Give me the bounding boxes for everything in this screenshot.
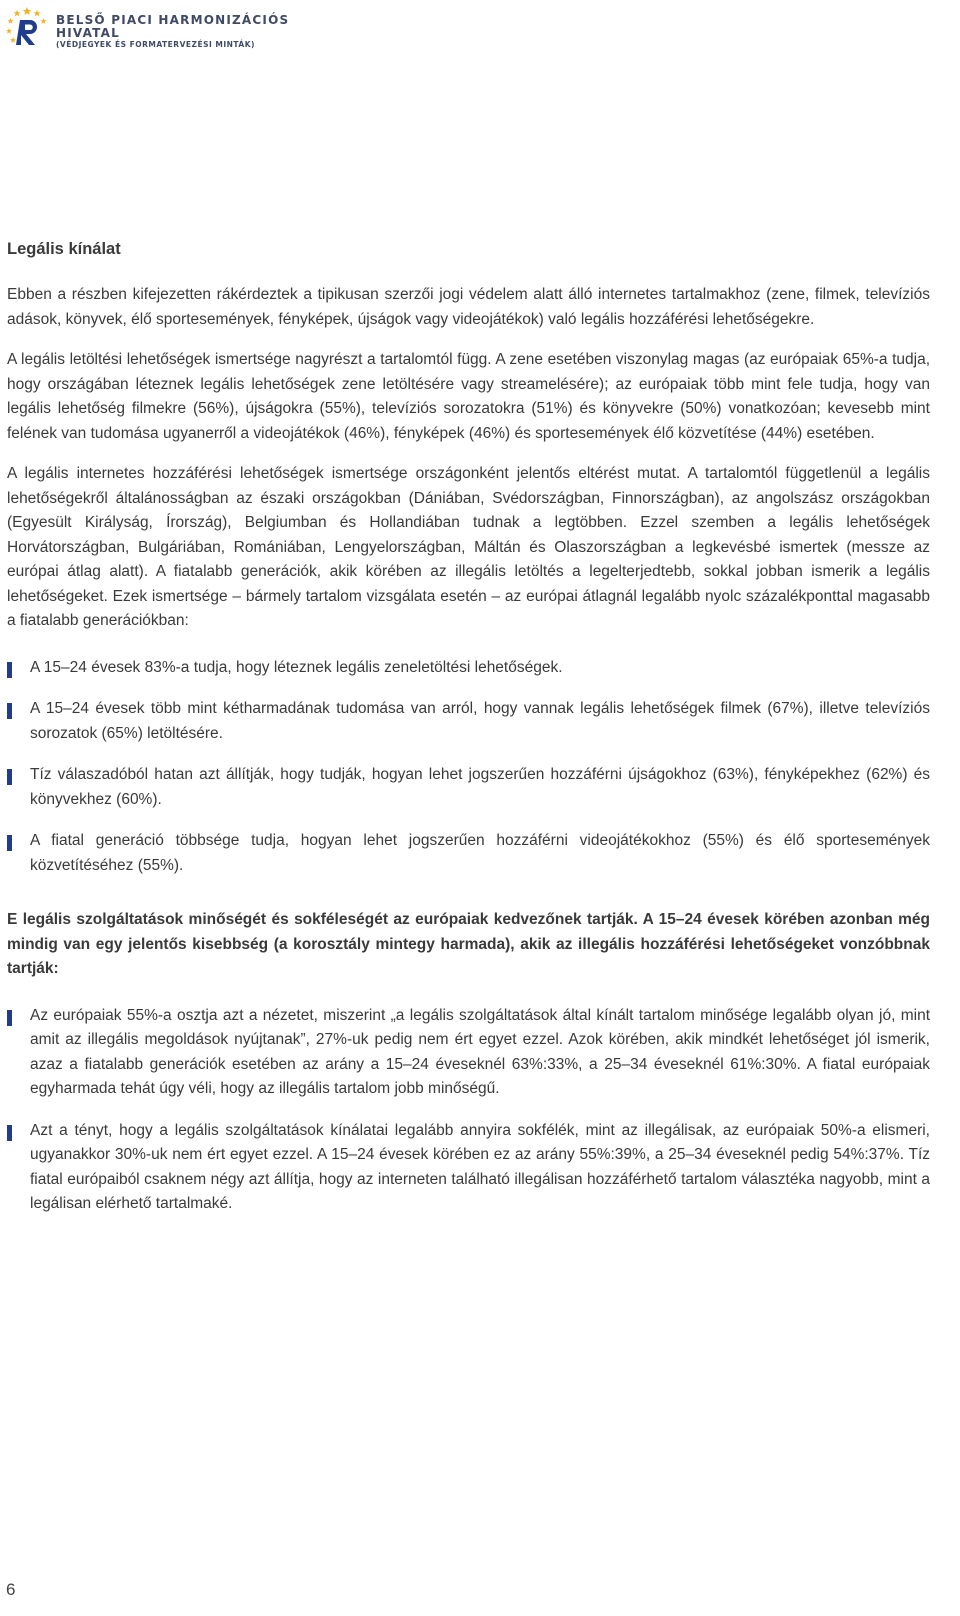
list-item	[7, 763, 930, 812]
list-item-text: Azt a tényt, hogy a legális szolgáltatások kínálatai legalább annyira sokfélék, mint az illegálisak, az európaiak 50%-a elismeri, ugyanakkor 30%-uk nem ért egyet ezzel. A 15–24 évesek körében ez az arány 55%:39%, a 25–34 éveseknél pedig 54%:37%. Tíz fiatal európaiból csaknem négy azt állítja, hogy az interneten található illegálisan hozzáférhető tartalom választéka nagyobb, mint a legálisan elérhető tartalmaké.	[30, 1121, 930, 1212]
bullet-marker	[7, 703, 12, 719]
eu-stars-r-logo-icon	[6, 6, 48, 48]
page-number: 6	[6, 1580, 16, 1599]
list-item	[7, 829, 930, 878]
document-body	[7, 240, 930, 1247]
list-item-text: A fiatal generáció többsége tudja, hogyan lehet jogszerűen hozzáférni videojátékokhoz (55%) és élő sportesemények közvetítéséhez (55%).	[30, 832, 930, 874]
bullet-marker	[7, 835, 12, 851]
quality-opinion-list	[7, 1004, 930, 1217]
bullet-marker	[7, 1125, 12, 1141]
list-item	[7, 697, 930, 746]
bullet-marker	[7, 662, 12, 678]
paragraph-country-differences: A legális internetes hozzáférési lehetőségek ismertsége országonként jelentős eltérést mutat. A tartalomtól függetlenül a legális lehetőségekről általánosságban az északi országokban (Dániában, Svédországban, Finnországban), az angolszász országokban (Egyesült Királyság, Írország), Belgiumban és Hollandiában tudnak a legtöbben. Ezzel szemben a legális lehetőségek Horvátországban, Bulgáriában, Romániában, Lengyelországban, Máltán és Olaszországban a legkevésbé ismertek (messze az európai átlag alatt). A fiatalabb generációk, akik körében az illegális letöltés a legelterjedtebb, sokkal jobban ismerik a legális lehetőségeket. Ezek ismertsége – bármely tartalom vizsgálata esetén – az európai átlagnál legalább nyolc százalékponttal magasabb a fiatalabb generációkban:	[7, 465, 930, 629]
paragraph-intro: Ebben a részben kifejezetten rákérdeztek a tipikusan szerzői jogi védelem alatt álló internetes tartalmakhoz (zene, filmek, televíziós adások, könyvek, élő sportesemények, fényképek, újságok vagy videojátékok) való legális hozzáférési lehetőségekre.	[7, 286, 930, 328]
paragraph-awareness: A legális letöltési lehetőségek ismertsége nagyrészt a tartalomtól függ. A zene esetében viszonylag magas (az európaiak 65%-a tudja, hogy országában léteznek legális lehetőségek zene letöltésére vagy streamelésére); az európaiak több mint fele tudja, hogy van legális lehetőség filmekre (56%), újságokra (55%), televíziós sorozatokra (51%) és könyvekre (50%) vonatkozóan; kevesebb mint felének van tudomása ugyanerről a videojátékok (46%), fényképek (46%) és sportesemények élő közvetítése (44%) esetében.	[7, 351, 930, 442]
bullet-marker	[7, 769, 12, 785]
org-subtitle: (VÉDJEGYEK ÉS FORMATERVEZÉSI MINTÁK)	[56, 40, 255, 49]
list-item	[7, 1119, 930, 1217]
list-item	[7, 1004, 930, 1102]
paragraph-quality-emphasis: E legális szolgáltatások minőségét és sokféleségét az európaiak kedvezőnek tartják. A 15–24 évesek körében azonban még mindig van egy jelentős kisebbség (a korosztály mintegy harmada), akik az illegális hozzáférési lehetőségeket vonzóbbnak tartják:	[7, 911, 930, 977]
bullet-marker	[7, 1010, 12, 1026]
org-name-line1: BELSŐ PIACI HARMONIZÁCIÓS	[56, 13, 290, 27]
youth-awareness-list	[7, 656, 930, 879]
list-item-text: Az európaiak 55%-a osztja azt a nézetet, miszerint „a legális szolgáltatások által kínált tartalom minősége legalább olyan jó, mint amit az illegális megoldások nyújtanak”, 27%-uk pedig nem ért egyet ezzel. Azok körében, akik mindkét lehetőséget jól ismerik, azaz a fiatalabb generációk esetében az arány a 15–24 éveseknél 63%:33%, a 25–34 éveseknél 61%:30%. A fiatal európaiak egyharmada tehát úgy véli, hogy az illegális tartalom jobb minőségű.	[30, 1006, 930, 1097]
list-item-text: Tíz válaszadóból hatan azt állítják, hogy tudják, hogyan lehet jogszerűen hozzáférni újságokhoz (63%), fényképekhez (62%) és könyvekhez (60%).	[30, 766, 930, 808]
header	[6, 6, 289, 52]
list-item-text: A 15–24 évesek több mint kétharmadának tudomása van arról, hogy vannak legális lehetőségek filmek (67%), illetve televíziós sorozatok (65%) letöltésére.	[30, 700, 930, 742]
org-name-line2: HIVATAL	[56, 26, 120, 40]
organization-name	[56, 6, 289, 50]
list-item	[7, 656, 930, 681]
section-heading: Legális kínálat	[7, 240, 121, 258]
list-item-text: A 15–24 évesek 83%-a tudja, hogy léteznek legális zeneletöltési lehetőségek.	[30, 658, 563, 676]
